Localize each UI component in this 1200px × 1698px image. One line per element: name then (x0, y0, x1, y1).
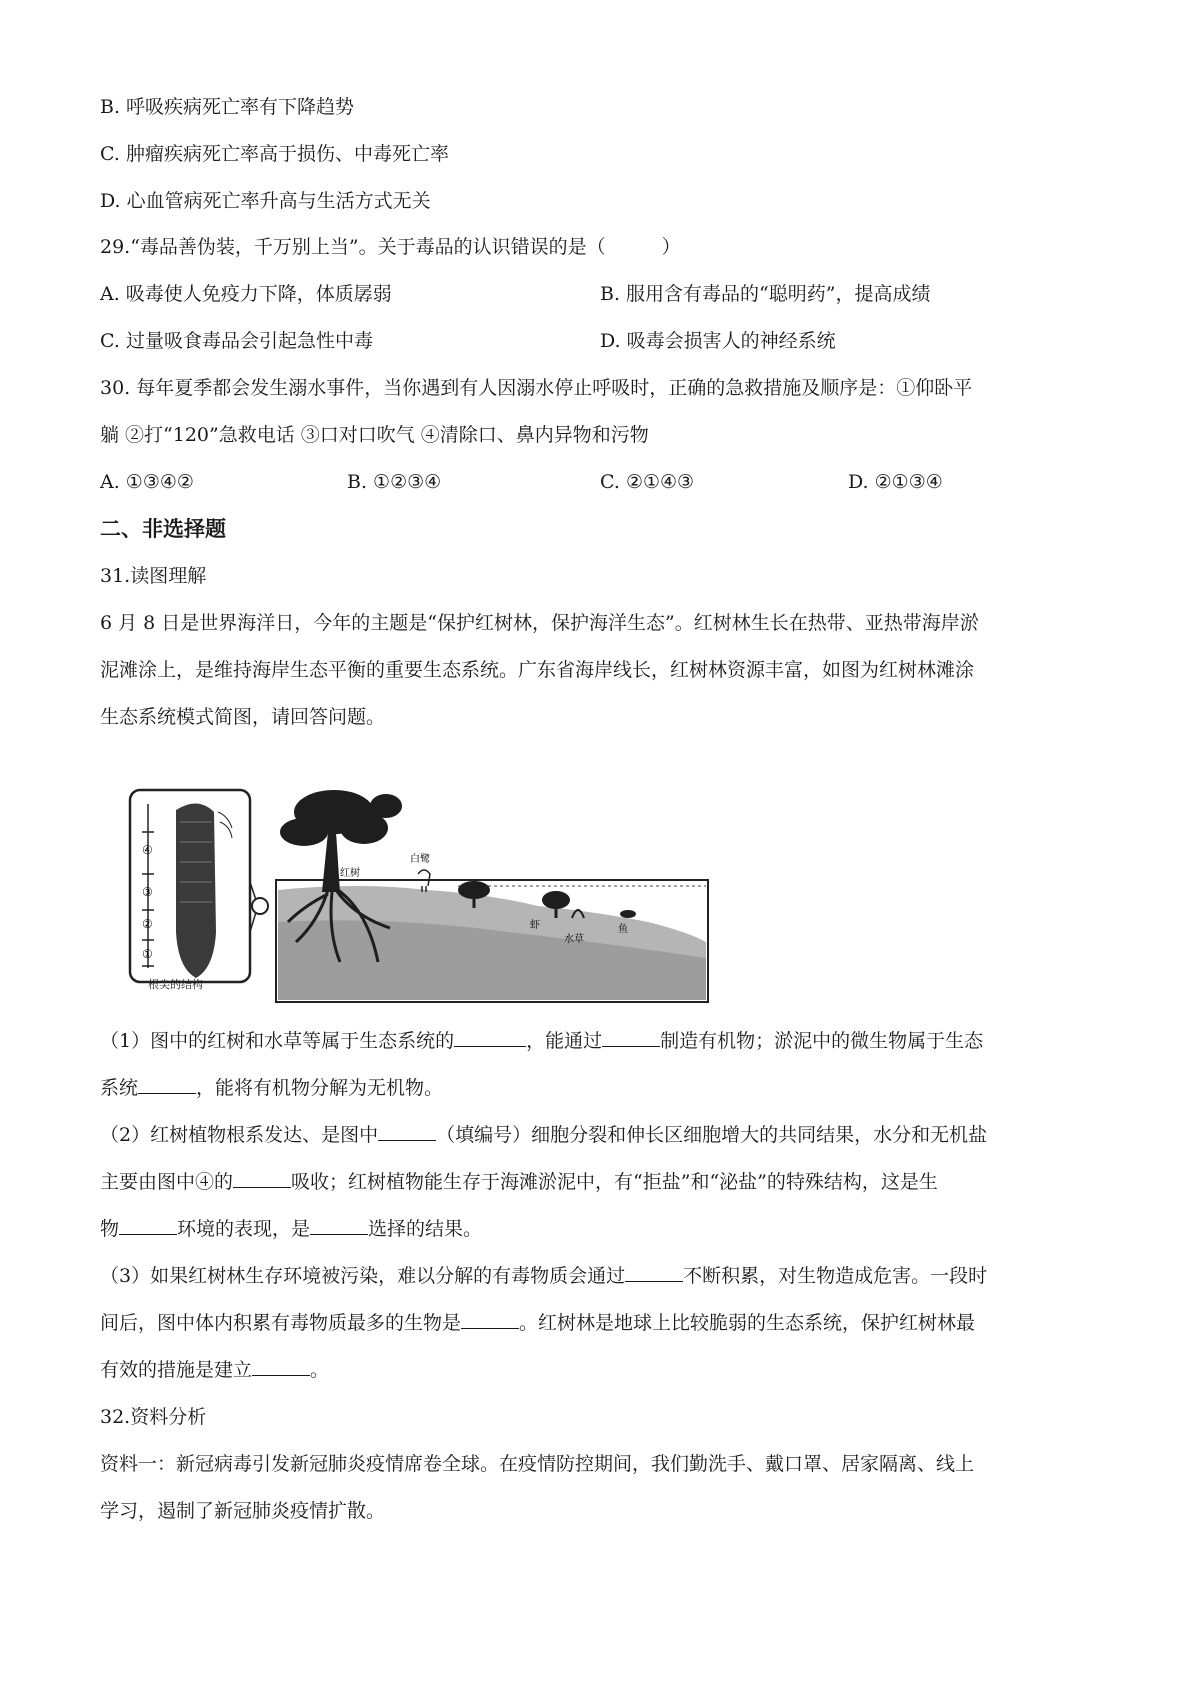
q31-title: 31.读图理解 (100, 565, 207, 587)
q31-part2-line1 (100, 1120, 987, 1150)
answer-blank-7[interactable] (310, 1214, 368, 1235)
q31-part2-text-c: 主要由图中④的 (100, 1171, 234, 1193)
q30-stem-line2: 躺 ②打“120”急救电话 ③口对口吹气 ④清除口、鼻内异物和污物 (100, 424, 649, 446)
q31-part2-text-e: 物 (100, 1218, 120, 1240)
q31-part2-text-d: 吸收；红树植物能生存于海滩淤泥中，有“拒盐”和“泌盐”的特殊结构，这是生 (291, 1171, 938, 1193)
q31-part1-text-b: ，能通过 (526, 1030, 603, 1052)
q31-part3-text-d: 。红树林是地球上比较脆弱的生态系统，保护红树林最 (519, 1312, 976, 1334)
label-egret: 白鹭 (410, 854, 430, 865)
q31-part2-text-b: （填编号）细胞分裂和伸长区细胞增大的共同结果，水分和无机盐 (436, 1124, 988, 1146)
mangrove-ecosystem-figure (128, 782, 710, 1004)
q31-part3-line3 (100, 1355, 329, 1385)
q31-part1-text-e: ，能将有机物分解为无机物。 (196, 1077, 444, 1099)
answer-blank-8[interactable] (625, 1261, 683, 1282)
root-caption: 根尖的结构 (148, 978, 203, 991)
q31-part1-text-c: 制造有机物；淤泥中的微生物属于生态 (660, 1030, 984, 1052)
q29-option-d: D. 吸毒会损害人的神经系统 (600, 330, 836, 352)
q30-stem-line1: 30. 每年夏季都会发生溺水事件，当你遇到有人因溺水停止呼吸时，正确的急救措施及顺序是：①仰卧平 (100, 377, 973, 399)
q31-part1-text-d: 系统 (100, 1077, 139, 1099)
q31-part1-text-a: （1）图中的红树和水草等属于生态系统的 (100, 1030, 455, 1052)
q31-part3-text-c: 间后，图中体内积累有毒物质最多的生物是 (100, 1312, 462, 1334)
q31-part1-line1 (100, 1026, 983, 1056)
q29-stem (100, 232, 681, 262)
q29-option-a: A. 吸毒使人免疫力下降，体质孱弱 (100, 283, 392, 305)
q31-part3-line2 (100, 1308, 975, 1338)
magnifier-circle (252, 898, 268, 914)
q31-part2-text-f: 环境的表现，是 (177, 1218, 311, 1240)
q31-part2-text-g: 选择的结果。 (368, 1218, 483, 1240)
answer-blank-9[interactable] (461, 1308, 519, 1329)
answer-blank-10[interactable] (252, 1355, 310, 1376)
q29-option-c: C. 过量吸食毒品会引起急性中毒 (100, 330, 373, 352)
q29-option-b: B. 服用含有毒品的“聪明药”，提高成绩 (600, 283, 931, 305)
q30-option-c: C. ②①④③ (600, 471, 695, 493)
q28-option-b: B. 呼吸疾病死亡率有下降趋势 (100, 96, 355, 118)
ecosystem-panel (276, 790, 708, 1002)
zone-mark-3: ③ (142, 885, 153, 899)
section-heading: 二、非选择题 (100, 516, 226, 541)
answer-blank-6[interactable] (119, 1214, 177, 1235)
label-seagrass: 水草 (564, 934, 584, 945)
q31-intro-line2: 泥滩涂上，是维持海岸生态平衡的重要生态系统。广东省海岸线长，红树林资源丰富，如图为红树林滩涂 (100, 659, 975, 681)
q30-option-b: B. ①②③④ (347, 471, 442, 493)
q32-title: 32.资料分析 (100, 1406, 207, 1428)
q31-part2-line3 (100, 1214, 482, 1244)
q32-material1-line2: 学习，遏制了新冠肺炎疫情扩散。 (100, 1500, 386, 1522)
q31-part3-text-a: （3）如果红树林生存环境被污染，难以分解的有毒物质会通过 (100, 1265, 626, 1287)
answer-blank-2[interactable] (602, 1026, 660, 1047)
q31-part2-text-a: （2）红树植物根系发达、是图中 (100, 1124, 379, 1146)
label-fish: 鱼 (618, 924, 628, 935)
q31-part3-text-e: 有效的措施是建立 (100, 1359, 253, 1381)
q31-intro-line1: 6 月 8 日是世界海洋日，今年的主题是“保护红树林，保护海洋生态”。红树林生长在热带、亚热带海岸淤 (100, 612, 979, 634)
answer-blank-3[interactable] (138, 1073, 196, 1094)
q29-stem-text: 29.“毒品善伪装，千万别上当”。关于毒品的认识错误的是（ (100, 236, 606, 258)
q30-option-d: D. ②①③④ (848, 471, 943, 493)
q32-material1-line1: 资料一：新冠病毒引发新冠肺炎疫情席卷全球。在疫情防控期间，我们勤洗手、戴口罩、居家隔离、线上 (100, 1453, 975, 1475)
q31-part3-line1 (100, 1261, 987, 1291)
zone-mark-2: ② (142, 917, 153, 931)
q31-part3-text-f: 。 (310, 1359, 330, 1381)
label-shrimp: 虾 (530, 920, 540, 931)
q31-part1-line2 (100, 1073, 443, 1103)
q28-option-d: D. 心血管病死亡率升高与生活方式无关 (100, 190, 431, 212)
q30-option-a: A. ①③④② (100, 471, 194, 493)
answer-blank-5[interactable] (233, 1167, 291, 1188)
zone-mark-1: ① (142, 947, 153, 961)
zone-mark-4: ④ (142, 843, 153, 857)
q31-part3-text-b: 不断积累，对生物造成危害。一段时 (683, 1265, 988, 1287)
q31-intro-line3: 生态系统模式简图，请回答问题。 (100, 706, 386, 728)
answer-blank-4[interactable] (378, 1120, 436, 1141)
answer-blank-1[interactable] (454, 1026, 526, 1047)
label-mangrove: 红树 (340, 868, 360, 879)
q28-option-c: C. 肿瘤疾病死亡率高于损伤、中毒死亡率 (100, 143, 449, 165)
q29-stem-end: ） (661, 236, 681, 258)
q31-part2-line2 (100, 1167, 938, 1197)
